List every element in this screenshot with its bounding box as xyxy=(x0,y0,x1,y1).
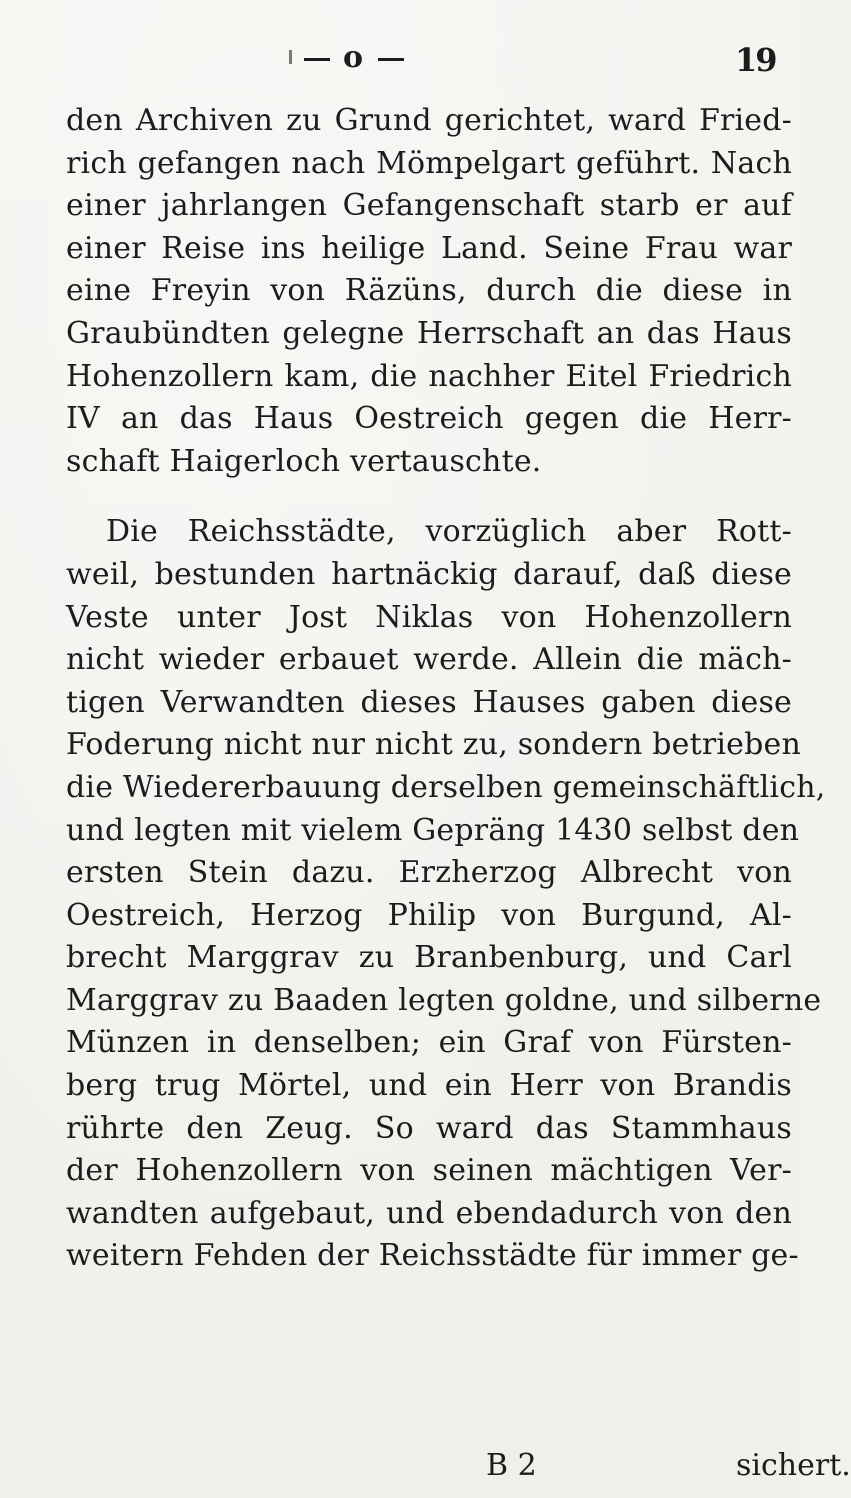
text-line: den Archiven zu Grund gerichtet, ward Fried- xyxy=(66,103,792,138)
text-line: berg trug Mörtel, und ein Herr von Brandis xyxy=(66,1068,792,1104)
text-line: einer Reise ins heilige Land. Seine Frau war xyxy=(66,230,792,266)
text-line: tigen Verwandten dieses Hauses gaben diese xyxy=(66,684,792,720)
text-line: einer jahrlangen Gefangenschaft starb er auf xyxy=(66,188,792,224)
text-line: und legten mit vielem Gepräng 1430 selbst den xyxy=(66,812,800,848)
text-line: IV an das Haus Oestreich gegen die Herr- xyxy=(66,401,792,437)
catchword: sichert. xyxy=(736,1448,851,1483)
text-line: der Hohenzollern von seinen mächtigen Ver- xyxy=(66,1153,792,1189)
running-head xyxy=(0,38,800,78)
text-line: weitern Fehden der Reichsstädte für immer ge- xyxy=(66,1238,799,1274)
text-line: schaft Haigerloch vertauschte. xyxy=(66,443,542,479)
text-line: eine Freyin von Räzüns, durch die diese in xyxy=(66,273,792,309)
text-line: Münzen in denselben; ein Graf von Fürsten- xyxy=(66,1025,792,1061)
text-line: wandten aufgebaut, und ebendadurch von den xyxy=(66,1195,792,1231)
text-line: die Wiedererbauung derselben gemeinschäftlich, xyxy=(66,769,826,805)
text-line: Veste unter Jost Niklas von Hohenzollern xyxy=(66,599,792,635)
print-mark xyxy=(289,50,292,64)
page-number-center: o xyxy=(342,40,363,75)
text-line: Hohenzollern kam, die nachher Eitel Friedrich xyxy=(66,358,792,394)
dash-left xyxy=(304,58,330,61)
text-line: Die Reichsstädte, vorzüglich aber Rott- xyxy=(106,514,792,550)
body-text xyxy=(66,100,826,1278)
text-line: weil, bestunden hartnäckig darauf, daß diese xyxy=(66,556,792,592)
dash-right xyxy=(378,58,404,61)
text-line: Foderung nicht nur nicht zu, sondern betrieben xyxy=(66,727,802,763)
text-line: brecht Marggrav zu Branbenburg, und Carl xyxy=(66,940,792,976)
page-number: 19 xyxy=(735,41,776,79)
signature-mark: B 2 xyxy=(486,1448,537,1483)
text-line: rührte den Zeug. So ward das Stammhaus xyxy=(66,1110,792,1146)
text-line: nicht wieder erbauet werde. Allein die mäch- xyxy=(66,642,792,678)
text-line: Oestreich, Herzog Philip von Burgund, Al- xyxy=(66,897,792,933)
text-line: ersten Stein dazu. Erzherzog Albrecht von xyxy=(66,855,792,891)
page-footer xyxy=(66,1445,851,1487)
text-line: rich gefangen nach Mömpelgart geführt. Nach xyxy=(66,145,792,181)
text-line: Graubündten gelegne Herrschaft an das Haus xyxy=(66,315,792,351)
text-line: Marggrav zu Baaden legten goldne, und silberne xyxy=(66,982,822,1018)
